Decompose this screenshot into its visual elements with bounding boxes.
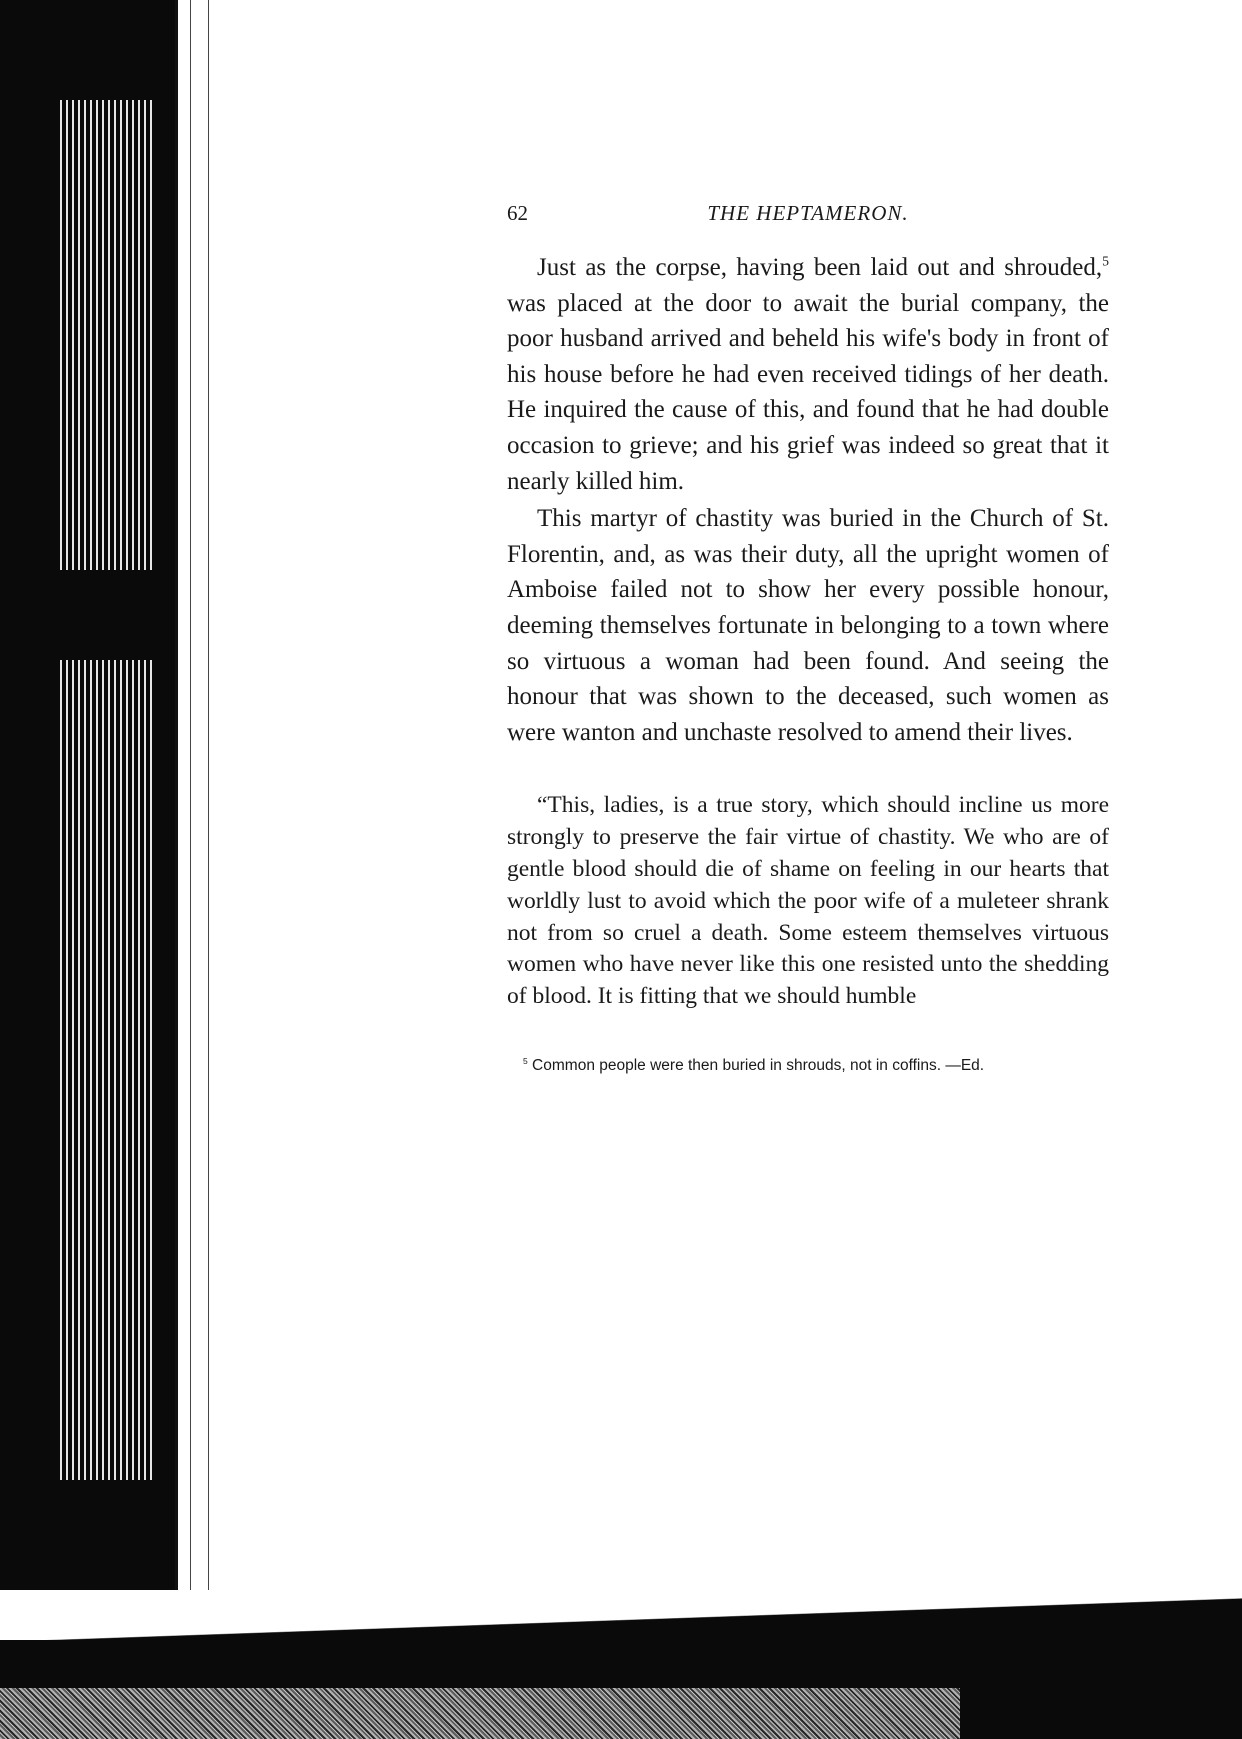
edge-line <box>190 0 191 1640</box>
bottom-scan-noise <box>0 1688 960 1739</box>
footnote-reference: 5 <box>1102 253 1109 269</box>
paragraph-1 <box>507 250 1109 499</box>
section-gap <box>507 750 1109 790</box>
footnote <box>507 1055 1109 1077</box>
page-fold-edge <box>175 0 233 1640</box>
running-head <box>507 196 1109 230</box>
paragraph-1-text: Just as the corpse, having been laid out and shrouded, <box>537 254 1103 281</box>
text-block <box>507 196 1109 1077</box>
running-title: THE HEPTAMERON. <box>707 201 909 225</box>
page-number: 62 <box>507 201 528 225</box>
paragraph-2: This martyr of chastity was buried in the Church of St. Florentin, and, as was their duty, all the upright women of Amboise failed not to show her every possible honour, deeming themselves fortunate in belonging to a town where so virtuous a woman had been found. And seeing the honour that was shown to the deceased, such women as were wanton and unchaste resolved to amend their lives. <box>507 505 1109 746</box>
paragraph-1-text-cont: was placed at the door to await the burial company, the poor husband arrived and beheld his wife's body in front of his house before he had even received tidings of her death. He inquired the cause of this, and found that he had double occasion to grieve; and his grief was indeed so great that it nearly killed him. <box>507 289 1109 495</box>
footnote-text: Common people were then buried in shrouds, not in coffins. —Ed. <box>527 1056 985 1074</box>
spine-dark-gap <box>60 570 155 660</box>
paragraph-3: “This, ladies, is a true story, which should incline us more strongly to preserve the fair virtue of chastity. We who are of gentle blood should die of shame on feeling in our hearts that worldly lust to avoid which the poor wife of a muleteer shrank not from so cruel a death. Some esteem themselves virtuous women who have never like this one resisted unto the shedding of blood. It is fitting that we should humble <box>507 792 1109 1010</box>
page-edges-stack <box>60 100 155 1480</box>
edge-line <box>208 0 209 1640</box>
footnote-marker: 5 <box>523 1055 528 1066</box>
